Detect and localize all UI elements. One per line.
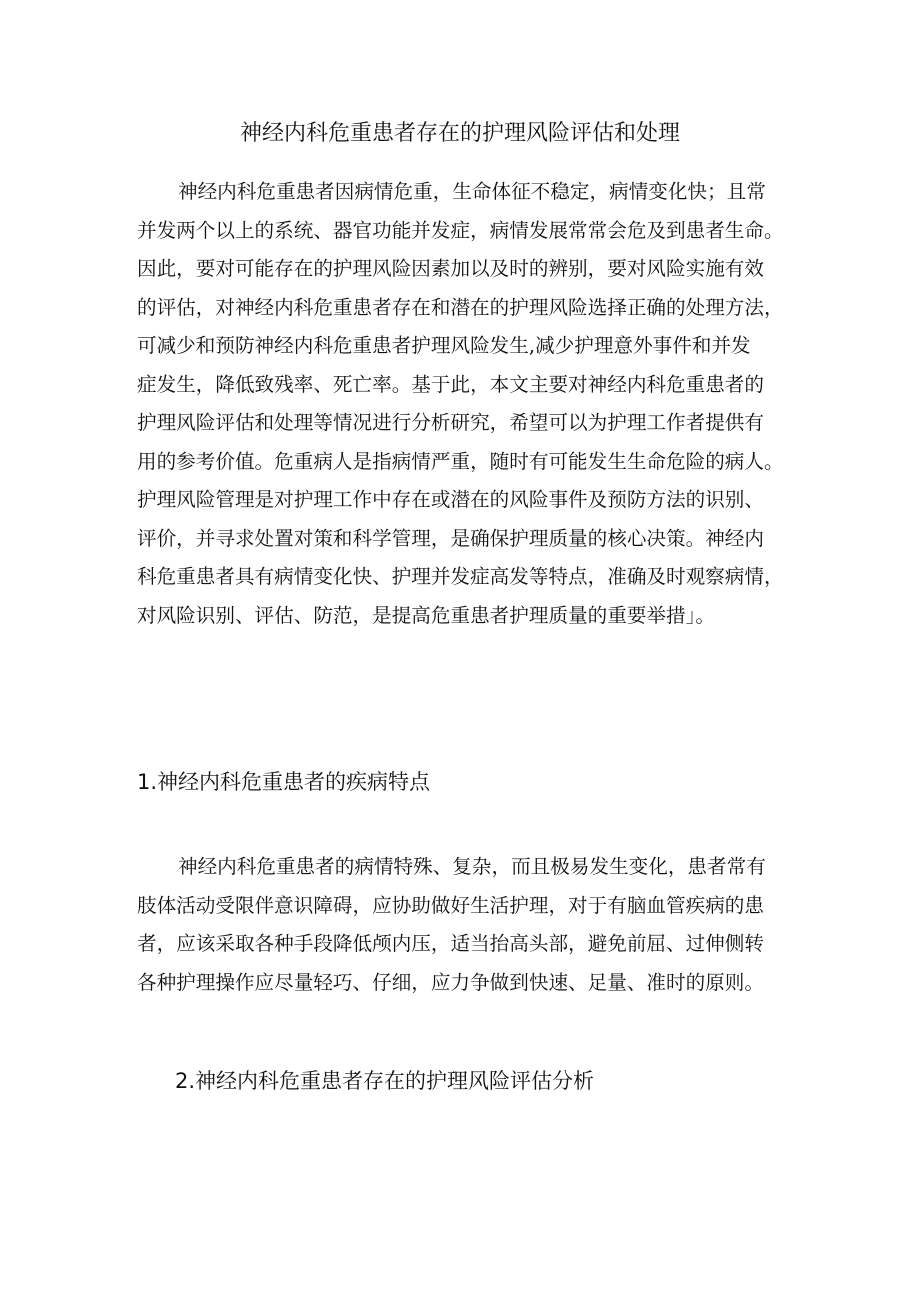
paragraph-line: 评价，并寻求处置对策和科学管理，是确保护理质量的核心决策。神经内 [137,526,764,550]
paragraph-line: 对风险识别、评估、防范，是提高危重患者护理质量的重要举措」。 [137,603,716,627]
paragraph-line: 并发两个以上的系统、器官功能并发症，病情发展常常会危及到患者生命。 [137,218,784,242]
paragraph-line: 症发生，降低致残率、死亡率。基于此，本文主要对神经内科危重患者的 [137,372,764,396]
document-title: 神经内科危重患者存在的护理风险评估和处理 [239,121,680,146]
intro-paragraph [137,173,797,635]
paragraph-line: 的评估，对神经内科危重患者存在和潜在的护理风险选择正确的处理方法， [137,295,784,319]
section-2-heading: 2.神经内科危重患者存在的护理风险评估分析 [175,1069,595,1093]
paragraph-line: 科危重患者具有病情变化快、护理并发症高发等特点，准确及时观察病情， [137,565,784,588]
paragraph-line: 可减少和预防神经内科危重患者护理风险发生,减少护理意外事件和并发 [137,334,751,357]
paragraph-line: 神经内科危重患者因病情危重，生命体征不稳定，病情变化快；且常 [178,180,766,203]
paragraph-line: 护理风险评估和处理等情况进行分析研究，希望可以为护理工作者提供有 [137,411,764,434]
section-1-heading: 1.神经内科危重患者的疾病特点 [137,770,431,794]
paragraph-line: 神经内科危重患者的病情特殊、复杂，而且极易发生变化，患者常有 [178,855,766,878]
paragraph-line: 肢体活动受限伴意识障碍，应协助做好生活护理，对于有脑血管疾病的患 [137,893,764,917]
section-1-paragraph [137,848,797,1002]
paragraph-line: 用的参考价值。危重病人是指病情严重，随时有可能发生生命危险的病人。 [137,449,784,473]
paragraph-line: 者，应该采取各种手段降低颅内压，适当抬高头部，避免前屈、过伸侧转 [137,932,764,955]
paragraph-line: 各种护理操作应尽量轻巧、仔细，应力争做到快速、足量、准时的原则。 [137,970,764,994]
paragraph-line: 因此，要对可能存在的护理风险因素加以及时的辨别，要对风险实施有效 [137,257,764,280]
paragraph-line: 护理风险管理是对护理工作中存在或潜在的风险事件及预防方法的识别、 [137,488,764,511]
